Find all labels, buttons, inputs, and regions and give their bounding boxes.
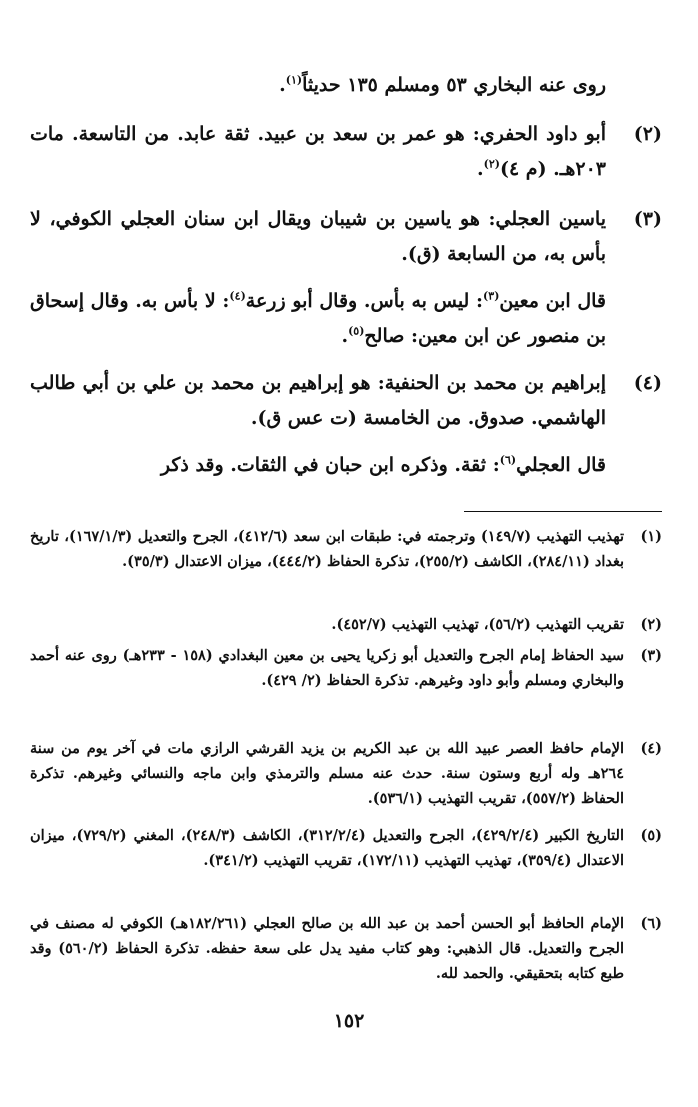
footnote-number: (١)	[640, 528, 662, 545]
footnote-ref-6: (٦)	[499, 453, 517, 467]
page-number: ١٥٢	[333, 1010, 365, 1032]
footnote-number: (٢)	[640, 616, 662, 633]
main-line-0: روى عنه البخاري ٥٣ ومسلم ١٣٥ حديثاً$^{(١)}$.	[279, 73, 606, 96]
main-entry-3	[30, 202, 662, 272]
entry-number: (٣)	[633, 208, 662, 230]
footnote-2	[30, 612, 662, 637]
footnote-ref-2: (٢)	[483, 157, 500, 171]
footnote-ref-5: (٥)	[348, 324, 365, 338]
footnote-text: الإمام حافظ العصر عبيد الله بن عبد الكريم بن يزيد القرشي الرازي مات في آخر يوم من سنة ٢٦٤هـ وله أربع وستون سنة. حدث عنه مسلم والترمذي وابن ماجه والنسائي وغيرهم. تذكرة الحفاظ (٥٥٧/٢)، تقريب التهذيب (٥٣٦/١).	[30, 740, 624, 807]
para4-text-a: قال العجلي	[516, 454, 606, 476]
footnote-6	[30, 911, 662, 986]
entry-number: (٢)	[633, 123, 662, 145]
para3-text-a: قال ابن معين	[499, 290, 606, 312]
para4-text-b: : ثقة. وذكره ابن حبان في الثقات. وقد ذكر	[160, 454, 500, 476]
main-entry-4	[30, 366, 662, 436]
entry-number: (٤)	[633, 372, 662, 394]
footnote-text: تقريب التهذيب (٥٦/٢)، تهذيب التهذيب (٤٥٢/٧).	[331, 616, 624, 633]
footnote-text: الإمام الحافظ أبو الحسن أحمد بن عبد الله بن صالح العجلي (١٨٢/٢٦١هـ) الكوفي له مصنف في الجرح والتعديل. قال الذهبي: وهو كتاب مفيد يدل على سعة حفظه. تذكرة الحفاظ (٥٦٠/٢) وقد طبع كتابه بتحقيقي. والحمد لله.	[30, 915, 624, 982]
entry-text: أبو داود الحفري: هو عمر بن سعد بن عبيد. ثقة عابد. من التاسعة. مات ٢٠٣هـ. (م ٤)	[30, 123, 606, 180]
para3-text-b: : ليس به بأس. وقال أبو زرعة	[245, 290, 484, 312]
footnote-separator	[464, 511, 662, 512]
entry-text: إبراهيم بن محمد بن الحنفية: هو إبراهيم بن محمد بن علي بن أبي طالب الهاشمي. صدوق. من الخامسة (ت عس ق).	[30, 372, 606, 429]
main-paragraph-3: قال ابن معين$^{(٣)}$: ليس به بأس. وقال أبو زرعة$^{(٤)}$: لا بأس به. وقال إسحاق بن منصور عن ابن معين: صالح$^{(٥)}$.	[30, 289, 606, 347]
footnote-5	[30, 823, 662, 873]
footnote-number: (٥)	[640, 827, 662, 844]
line0-text: روى عنه البخاري ٥٣ ومسلم ١٣٥ حديثاً	[302, 74, 606, 96]
main-entry-2: (٢) أبو داود الحفري: هو عمر بن سعد بن عبيد. ثقة عابد. من التاسعة. مات ٢٠٣هـ. (م ٤)$^{(٢)}$.	[30, 117, 662, 187]
footnote-number: (٦)	[640, 915, 662, 932]
footnote-ref-4: (٤)	[229, 289, 246, 303]
footnote-number: (٤)	[640, 740, 662, 757]
footnote-text: تهذيب التهذيب (١٤٩/٧) وترجمته في: طبقات ابن سعد (٤١٢/٦)، الجرح والتعديل (١٦٧/١/٣)، تاريخ بغداد (٢٨٤/١١)، الكاشف (٢٥٥/٢)، تذكرة الحفاظ (٤٤٤/٢)، ميزان الاعتدال (٣٥/٣).	[30, 528, 624, 570]
footnote-text: التاريخ الكبير (٤٢٩/٢/٤)، الجرح والتعديل (٣١٢/٢/٤)، الكاشف (٢٤٨/٣)، المغني (٧٢٩/٢)، ميزان الاعتدال (٣٥٩/٤)، تهذيب التهذيب (١٧٢/١١)، تقريب التهذيب (٣٤١/٢).	[30, 827, 624, 869]
footnote-3	[30, 643, 662, 693]
footnote-ref-1: (١)	[285, 73, 303, 87]
main-paragraph-4	[30, 448, 662, 483]
entry-text: ياسين العجلي: هو ياسين بن شيبان ويقال ابن سنان العجلي الكوفي، لا بأس به، من السابعة (ق).	[30, 208, 606, 265]
footnote-1	[30, 524, 662, 574]
para3-text-c: : لا بأس به. وقال إسحاق بن منصور عن ابن معين: صالح	[30, 290, 606, 347]
footnote-text: سيد الحفاظ إمام الجرح والتعديل أبو زكريا يحيى بن معين البغدادي (١٥٨ - ٢٣٣هـ) روى عنه أحمد والبخاري ومسلم وأبو داود وغيرهم. تذكرة الحفاظ (٢/ ٤٢٩).	[30, 647, 624, 689]
footnote-number: (٣)	[640, 647, 662, 664]
footnote-ref-3: (٣)	[483, 289, 500, 303]
footnote-4	[30, 736, 662, 811]
